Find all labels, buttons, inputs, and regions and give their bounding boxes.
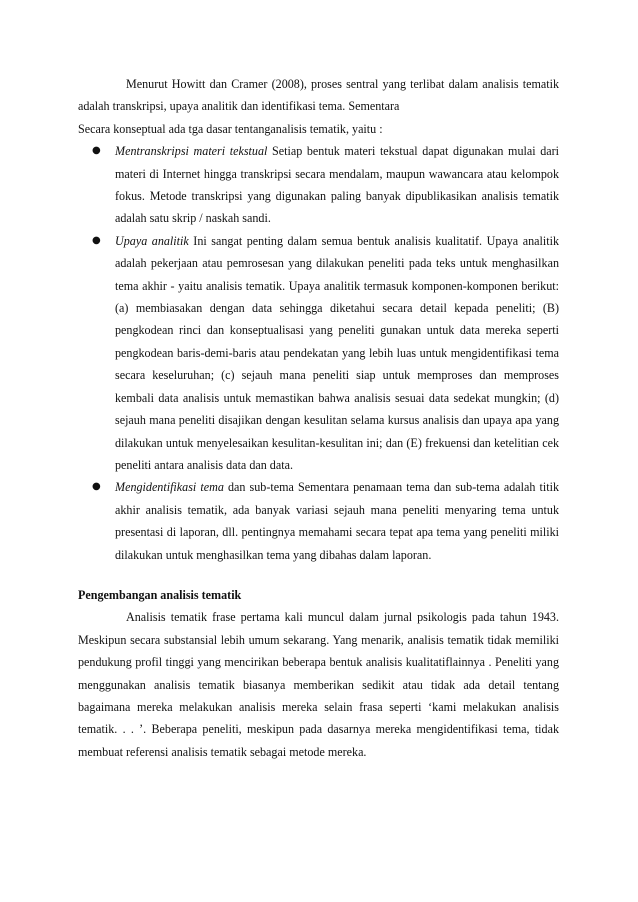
document-page <box>78 73 559 763</box>
list-item-text: Setiap bentuk materi tekstual dapat digunakan mulai dari materi di Internet hingga transkripsi secara mendalam, maupun wawancara atau kelompok fokus. Metode transkripsi yang digunakan paling banyak dipublikasikan analisis tematik adalah satu skrip / naskah sandi. <box>115 144 560 226</box>
intro-lead-line: Secara konseptual ada tga dasar tentanganalisis tematik, yaitu : <box>78 121 383 136</box>
list-item <box>92 230 559 476</box>
bullet-list <box>78 140 559 566</box>
list-item-term: Mentranskripsi materi tekstual <box>115 144 268 159</box>
list-item-text: Ini sangat penting dalam semua bentuk analisis kualitatif. Upaya analitik adalah pekerjaan atau pemrosesan yang dilakukan peneliti pada teks untuk menghasilkan tema akhir - yaitu analisis tematik. Upaya analitik termasuk komponen-komponen berikut: (a) membiasakan dengan data sehingga diketahui secara detail kepada peneliti; (B) pengkodean rinci dan konseptualisasi yang peneliti gunakan untuk data mereka seperti pengkodean baris-demi-baris atau pendekatan yang lebih luas untuk mengidentifikasi tema secara keseluruhan; (c) sejauh mana peneliti siap untuk memproses dan memproses kembali data analisis untuk memastikan bahwa analisis sesuai data sedekat mungkin; (d) sejauh mana peneliti disajikan dengan kesulitan selama kursus analisis dan upaya apa yang dilakukan untuk menyelesaikan kesulitan-kesulitan ini; dan (E) frekuensi dan ketelitian cek peneliti antara analisis data dan data. <box>115 233 559 472</box>
bullet-icon: ● <box>92 234 101 246</box>
section-heading: Pengembangan analisis tematik <box>78 587 242 602</box>
list-item-text: dan sub-tema Sementara penamaan tema dan sub-tema adalah titik akhir analisis tematik, ada banyak variasi sejauh mana peneliti menyaring tema untuk presentasi di laporan, dll. pentingnya memahami secara tepat apa tema yang peneliti miliki dilakukan untuk menghasilkan tema yang dibahas dalam laporan. <box>115 480 559 562</box>
bullet-icon: ● <box>92 481 101 493</box>
section-body: Analisis tematik frase pertama kali muncul dalam jurnal psikologis pada tahun 1943. Meskipun secara substansial lebih umum sekarang. Yang menarik, analisis tematik tidak memiliki pendukung profil tinggi yang mencirikan beberapa bentuk analisis kualitatiflainnya . Peneliti yang menggunakan analisis tematik biasanya memberikan sedikit atau tidak ada detail tentang bagaimana mereka melakukan analisis mereka selain frasa seperti ‘kami melakukan analisis tematik. . . ’. Beberapa peneliti, meskipun pada dasarnya mereka mengidentifikasi tema, tidak membuat referensi analisis tematik sebagai metode mereka. <box>78 610 559 759</box>
bullet-icon: ● <box>92 145 101 157</box>
list-item-term: Upaya analitik <box>115 233 189 248</box>
intro-paragraph: Menurut Howitt dan Cramer (2008), proses sentral yang terlibat dalam analisis tematik adalah transkripsi, upaya analitik dan identifikasi tema. Sementara <box>78 77 559 114</box>
list-item <box>92 140 560 230</box>
list-item-term: Mengidentifikasi tema <box>115 480 224 495</box>
list-item <box>92 476 559 566</box>
